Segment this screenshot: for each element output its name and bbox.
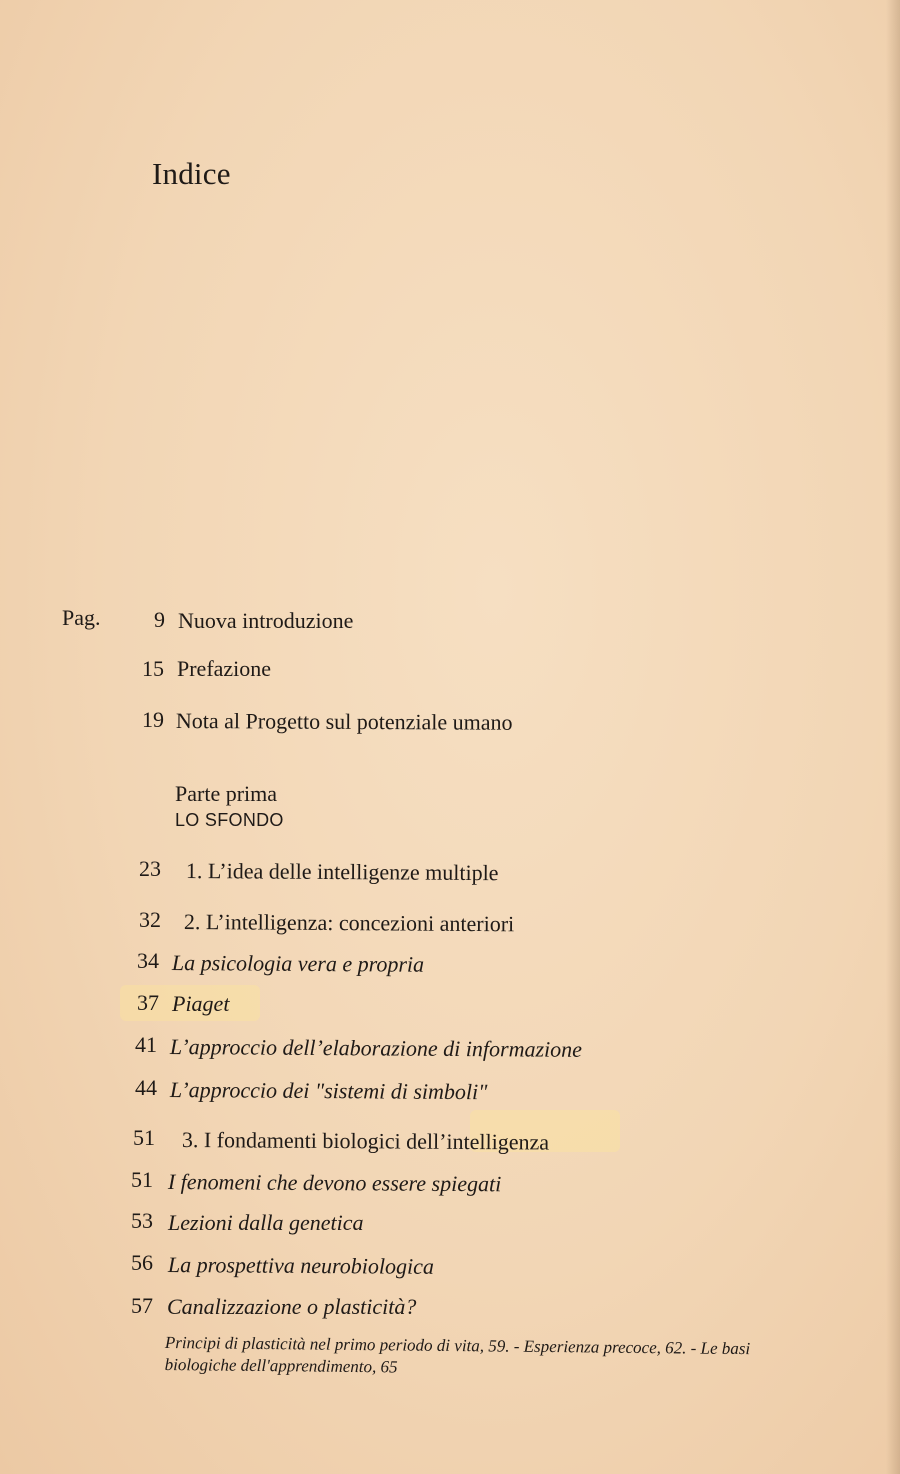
toc-page-number: 51 bbox=[133, 1125, 155, 1150]
toc-page-number: 53 bbox=[131, 1208, 153, 1233]
toc-page-number: 19 bbox=[142, 707, 164, 732]
toc-entry-text: Nuova introduzione bbox=[178, 608, 354, 633]
toc-page-number: 23 bbox=[139, 856, 161, 881]
toc-entry-text: Canalizzazione o plasticità? bbox=[167, 1294, 417, 1319]
toc-page-number: 51 bbox=[131, 1167, 153, 1192]
toc-page-number: 37 bbox=[137, 990, 159, 1015]
toc-page-number: 56 bbox=[131, 1250, 153, 1275]
toc-entry-text: L’approccio dei "sistemi di simboli" bbox=[169, 1077, 488, 1105]
page-title: Indice bbox=[152, 156, 231, 191]
toc-entry-text: Piaget bbox=[172, 991, 230, 1016]
toc-entry-text: 2. L’intelligenza: concezioni anteriori bbox=[183, 909, 515, 937]
toc-entry-text: Lezioni dalla genetica bbox=[168, 1210, 364, 1235]
pag-label: Pag. bbox=[62, 605, 101, 630]
toc-entry-text: Nota al Progetto sul potenziale umano bbox=[175, 708, 513, 735]
toc-page-number: 34 bbox=[137, 948, 159, 973]
toc-page-number: 9 bbox=[154, 607, 165, 632]
toc-page-number: 32 bbox=[139, 907, 161, 932]
toc-entry-text: 3. I fondamenti biologici dell’intelligenza bbox=[181, 1127, 550, 1155]
toc-page-number: 44 bbox=[135, 1075, 157, 1100]
toc-page-number: 57 bbox=[131, 1293, 153, 1318]
page-edge-shadow bbox=[886, 0, 900, 1474]
part-title: LO SFONDO bbox=[175, 810, 284, 830]
toc-page-number: 15 bbox=[142, 656, 164, 681]
part-label: Parte prima bbox=[175, 781, 278, 806]
toc-entry-text: La psicologia vera e propria bbox=[171, 950, 425, 977]
toc-subnote: Principi di plasticità nel primo periodo di vita, 59. - Esperienza precoce, 62. - Le basi biologiche dell'apprendimento, 65 bbox=[164, 1333, 751, 1377]
toc-entry-text: L’approccio dell’elaborazione di informazione bbox=[169, 1034, 583, 1062]
toc-entry-text: 1. L’idea delle intelligenze multiple bbox=[185, 858, 499, 886]
toc-page-number: 41 bbox=[135, 1032, 157, 1057]
toc-entry-text: La prospettiva neurobiologica bbox=[167, 1252, 435, 1279]
toc-entry-text: I fenomeni che devono essere spiegati bbox=[167, 1169, 502, 1197]
toc-entry-text: Prefazione bbox=[177, 656, 272, 681]
